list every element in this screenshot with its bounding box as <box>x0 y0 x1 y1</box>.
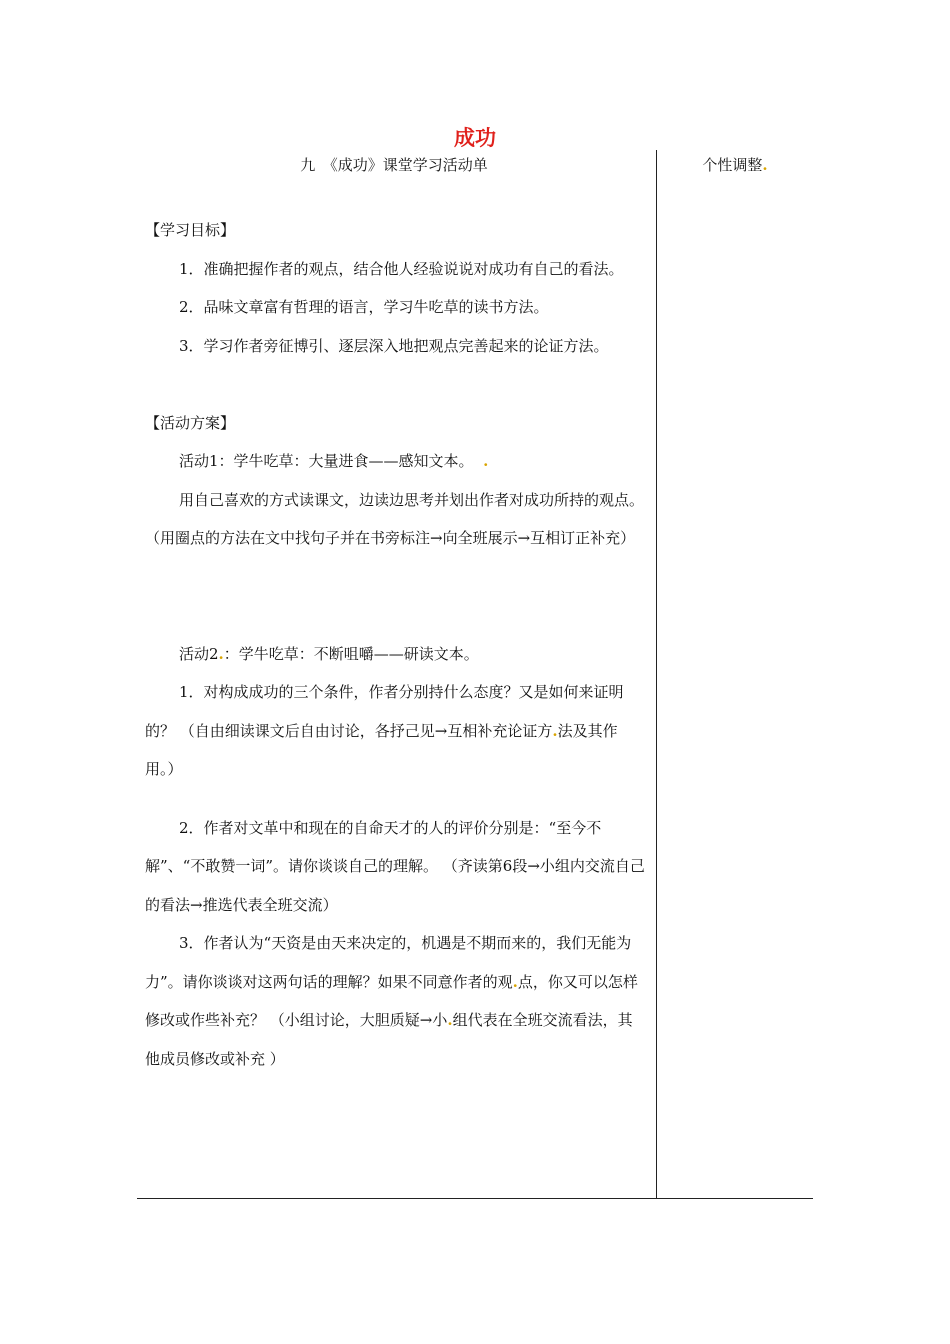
spacer <box>145 365 647 404</box>
activity2-title-prefix: 活动2 <box>179 644 219 663</box>
spacer <box>145 558 647 635</box>
activity2-question-1-tail: 法及其作用。） <box>145 721 618 778</box>
activity1-title <box>145 442 647 481</box>
activity2-title-dot: . <box>218 644 224 663</box>
activity2-question-2: 2．作者对文革中和现在的自命天才的人的评价分别是：“至今不解”、“不敢赞一词”。请你谈谈自己的理解。 （齐读第6段→小组内交流自己的看法→推选代表全班交流） <box>145 818 645 914</box>
column-divider <box>656 150 657 1199</box>
activity1-title-text: 活动1：学牛吃草：大量进食——感知文本。 <box>179 452 474 470</box>
activity2-question-3-dot: . <box>512 972 518 991</box>
goal-item-3: 3．学习作者旁征博引、逐层深入地把观点完善起来的论证方法。 <box>179 336 609 355</box>
goal-item-2: 2．品味文章富有哲理的语言，学习牛吃草的读书方法。 <box>179 298 549 316</box>
activity1-title-dot: . <box>483 452 489 470</box>
activity2-title-suffix: ：学牛吃草：不断咀嚼——研读文本。 <box>223 644 479 663</box>
side-column-heading <box>662 154 808 175</box>
activity2-question-3-dot2: . <box>447 1011 453 1029</box>
activity2-question-1-text: 1．对构成成功的三个条件，作者分别持什么态度？又是如何来证明的？ （自由细读课文后自由讨论，各抒己见→互相补充论证方 <box>145 683 624 740</box>
activity2-question-3-part3: 组代表在全班交流看法，其他成员修改或补充 ） <box>145 1011 633 1068</box>
activity1-body: 用自己喜欢的方式读课文，边读边思考并划出作者对成功所持的观点。（用圈点的方法在文中找句子并在书旁标注→向全班展示→互相订正补充） <box>145 490 645 547</box>
activity2-question-3 <box>145 924 647 1078</box>
activity2-question-1-dot: . <box>552 721 558 740</box>
activity2-question-3-part2: 点，你又可以怎样修改或作些补充？ （小组讨论，大胆质疑→小 <box>145 972 638 1029</box>
activity2-title <box>145 635 647 674</box>
activity2-question-3-part1: 3．作者认为“天资是由天来决定的，机遇是不期而来的，我们无能为力”。请你谈谈对这两句话的理解？如果不同意作者的观 <box>145 934 632 991</box>
document-title: 成功 <box>454 126 496 150</box>
plan-heading: 【活动方案】 <box>145 413 236 432</box>
worksheet-subtitle: 九 《成功》课堂学习活动单 <box>300 156 488 174</box>
main-content <box>145 211 647 1078</box>
activity2-question-1 <box>145 673 647 789</box>
goals-heading: 【学习目标】 <box>145 221 236 239</box>
goal-item-1: 1．准确把握作者的观点，结合他人经验说说对成功有自己的看法。 <box>179 259 624 278</box>
bottom-rule <box>137 1198 813 1199</box>
side-column-heading-dot: . <box>762 156 768 174</box>
side-column-heading-text: 个性调整 <box>702 156 763 174</box>
spacer <box>145 789 647 809</box>
